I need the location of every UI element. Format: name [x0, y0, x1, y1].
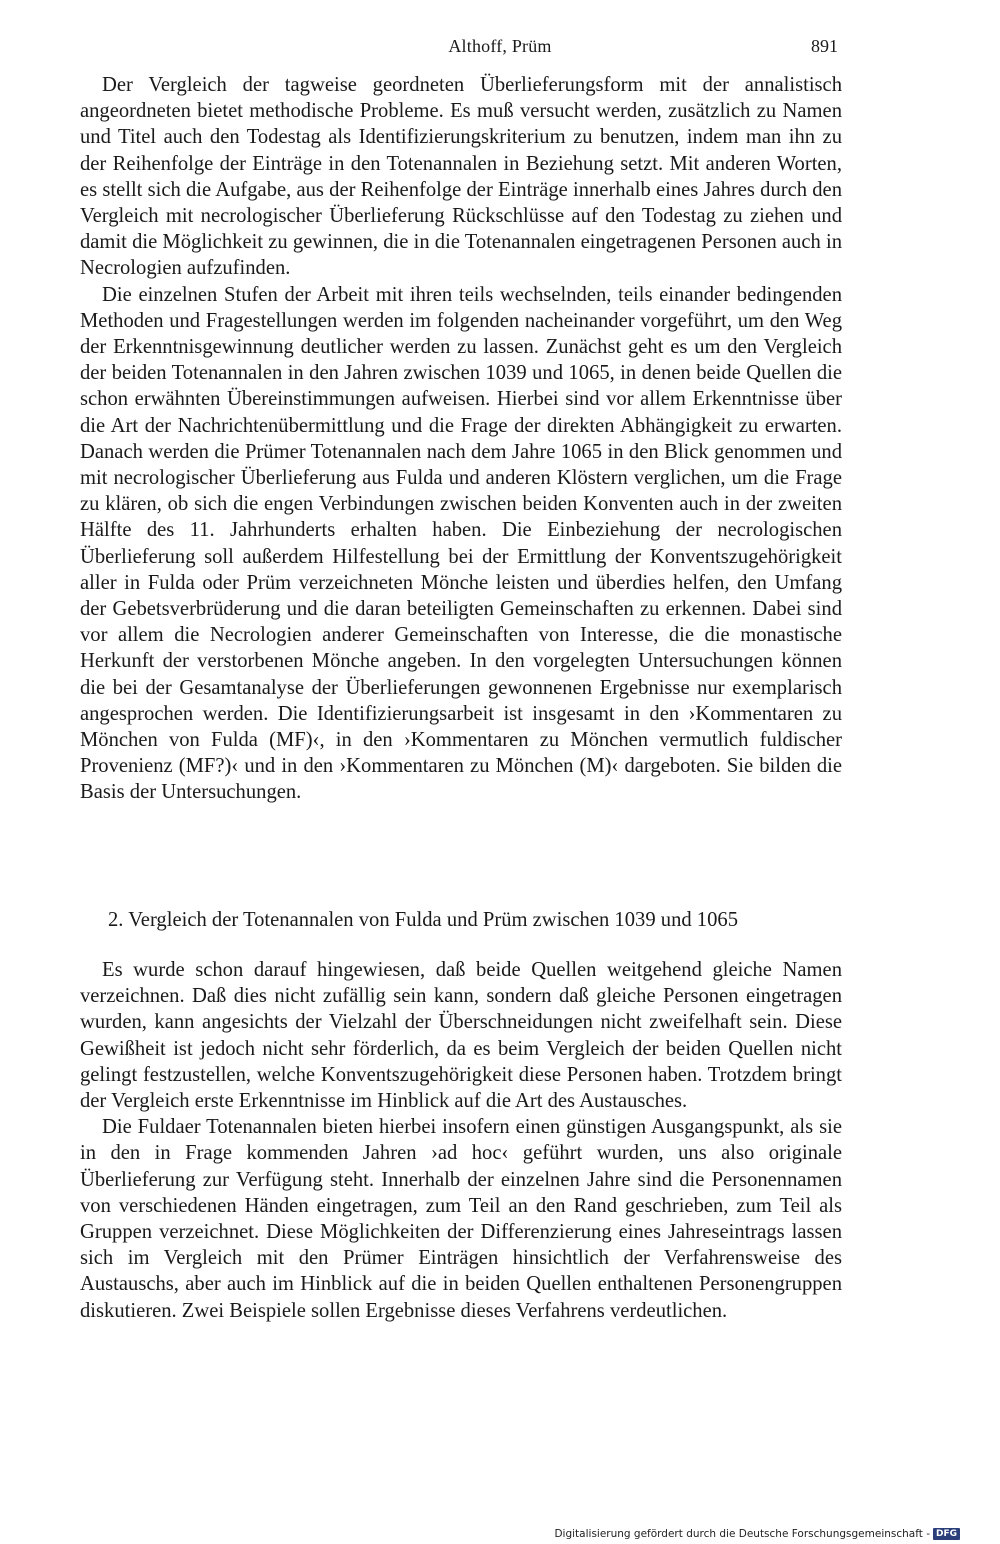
running-head [0, 36, 1000, 60]
paragraph: Die Fuldaer Totenannalen bieten hierbei insofern einen günstigen Ausgangspunkt, als sie in den in Frage kommenden Jahren ›ad hoc‹ geführt wurden, uns also originale Überlieferung zur Verfügung steht. Innerhalb der einzelnen Jahre sind die Personennamen von verschiedenen Händen eingetragen, zum Teil an den Rand geschrieben, zum Teil als Gruppen verzeichnet. Diese Möglichkeiten der Differenzierung eines Jahreseintrags lassen sich im Vergleich mit den Prümer Einträgen hinsichtlich der Verfahrensweise des Austauschs, aber auch im Hinblick auf die in beiden Quellen enthaltenen Personengruppen diskutieren. Zwei Beispiele sollen Ergebnisse dieses Verfahrens verdeutlichen. [80, 1116, 842, 1322]
dfg-logo-icon: DFG [933, 1528, 960, 1540]
paragraph: Der Vergleich der tagweise geordneten Überlieferungsform mit der annalistisch angeordneten bietet methodische Probleme. Es muß versucht werden, zusätzlich zu Namen und Titel auch den Todestag als Identifizierungskriterium zu benutzen, indem man ihn zu der Reihenfolge der Einträge in den Totenannalen in Beziehung setzt. Mit anderen Worten, es stellt sich die Aufgabe, aus der Reihenfolge der Einträge innerhalb eines Jahres durch den Vergleich mit necrologischer Überlieferung Rückschlüsse auf den Todestag zu ziehen und damit die Möglichkeit zu gewinnen, die in die Totenannalen eingetragenen Personen auch in Necrologien aufzufinden. [80, 74, 842, 280]
credit-text: Digitalisierung gefördert durch die Deutsche Forschungsgemeinschaft - [554, 1528, 930, 1540]
text-block-before-heading [80, 72, 842, 806]
digitization-credit [554, 1526, 960, 1542]
page-number: 891 [811, 36, 838, 56]
paragraph: Es wurde schon darauf hingewiesen, daß beide Quellen weitgehend gleiche Namen verzeichnen. Daß dies nicht zufällig sein kann, sondern daß gleiche Personen eingetragen wurden, kann angesichts der Vielzahl der Überschneidungen nicht zweifelhaft sein. Diese Gewißheit ist jedoch nicht sehr förderlich, da es beim Vergleich der beiden Quellen nicht gelingt festzustellen, welche Konventszugehörigkeit diese Personen haben. Trotzdem bringt der Vergleich erste Erkenntnisse im Hinblick auf die Art des Austausches. [80, 959, 842, 1113]
text-block-after-heading [80, 957, 842, 1324]
running-title: Althoff, Prüm [448, 36, 552, 56]
section-heading: 2. Vergleich der Totenannalen von Fulda und Prüm zwischen 1039 und 1065 [108, 909, 738, 931]
paragraph: Die einzelnen Stufen der Arbeit mit ihren teils wechselnden, teils einander bedingenden Methoden und Fragestellungen werden im folgenden nacheinander vorgeführt, um den Weg der Erkenntnisgewinnung deutlicher werden zu lassen. Zunächst geht es um den Vergleich der beiden Totenannalen in den Jahren zwischen 1039 und 1065, in denen beide Quellen die schon erwähnten Übereinstimmungen aufweisen. Hierbei sind vor allem Erkenntnisse über die Art der Nachrichtenübermittlung und die Frage der direkten Abhängigkeit zu erwarten. Danach werden die Prümer Totenannalen nach dem Jahre 1065 in den Blick genommen und mit necrologischer Überlieferung aus Fulda und anderen Klöstern verglichen, um die Frage zu klären, ob sich die engen Verbindungen zwischen beiden Konventen auch in der zweiten Hälfte des 11. Jahrhunderts erhalten haben. Die Einbeziehung der necrologischen Überlieferung soll außerdem Hilfestellung bei der Ermittlung der Konventszugehörigkeit aller in Fulda oder Prüm verzeichneten Mönche leisten und überdies helfen, den Umfang der Gebetsverbrüderung und die daran beteiligten Gemeinschaften zu erkennen. Dabei sind vor allem die Necrologien anderer Gemeinschaften von Interesse, die die monastische Herkunft der verstorbenen Mönche angeben. In den vorgelegten Untersuchungen können die bei der Gesamtanalyse der Überlieferungen gewonnenen Ergebnisse nur exemplarisch angesprochen werden. Die Identifizierungsarbeit ist insgesamt in den ›Kommentaren zu Mönchen von Fulda (MF)‹, in den ›Kommentaren zu Mönchen vermutlich fuldischer Provenienz (MF?)‹ und in den ›Kommentaren zu Mönchen (M)‹ dargeboten. Sie bilden die Basis der Untersuchungen. [80, 283, 842, 804]
